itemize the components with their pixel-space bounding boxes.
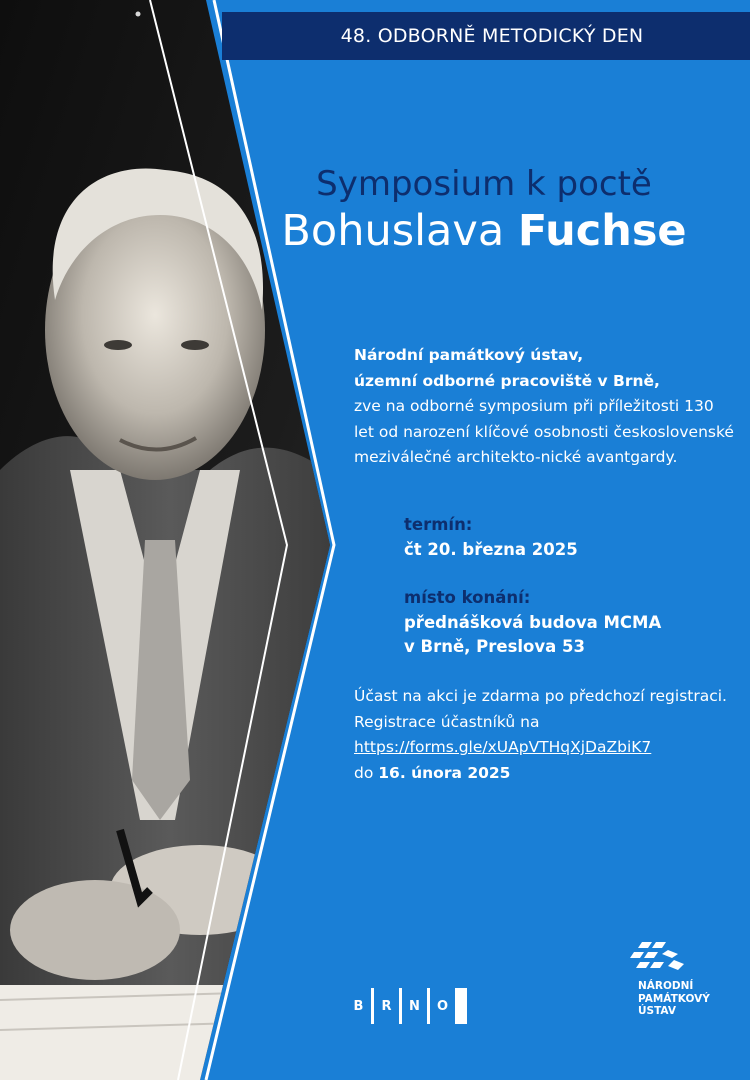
- symposium-title: [228, 163, 740, 257]
- brno-letter-n: N: [409, 998, 420, 1014]
- venue-block: [404, 586, 734, 660]
- brno-logo: [346, 988, 467, 1024]
- date-value: čt 20. března 2025: [404, 539, 578, 559]
- title-line-1: Symposium k poctě: [316, 164, 652, 204]
- organizer-line-2: územní odborné pracoviště v Brně,: [354, 371, 660, 390]
- npu-emblem-icon: [628, 940, 688, 978]
- date-block: [404, 513, 734, 562]
- venue-line-1: přednášková budova MCMA: [404, 612, 662, 632]
- brno-letter-b: B: [353, 998, 364, 1014]
- title-name-first: Bohuslava: [281, 206, 518, 256]
- registration-deadline: 16. února 2025: [378, 763, 511, 782]
- date-label: termín:: [404, 515, 473, 534]
- registration-link[interactable]: https://forms.gle/xUApVTHqXjDaZbiK7: [354, 738, 652, 756]
- title-name-last: Fuchse: [517, 206, 687, 256]
- venue-line-2: v Brně, Preslova 53: [404, 637, 585, 656]
- organizer-line-1: Národní památkový ústav,: [354, 346, 584, 364]
- brno-bar: [455, 988, 467, 1024]
- brno-letter-r: R: [381, 998, 392, 1014]
- npu-line-1: NÁRODNÍ: [638, 980, 694, 992]
- npu-logo-text: [638, 980, 748, 1018]
- registration-text: Účast na akci je zdarma po předchozí registraci. Registrace účastníků na: [354, 687, 727, 731]
- intro-paragraph: [354, 343, 734, 471]
- deadline-prefix: do: [354, 763, 379, 782]
- brno-letter-o: O: [436, 998, 449, 1014]
- intro-text: zve na odborné symposium při příležitosti 130 let od narození klíčové osobnosti československé meziválečné architekto-nické avantgardy.: [354, 397, 734, 466]
- registration-info: [354, 684, 734, 786]
- event-label: 48. ODBORNĚ METODICKÝ DEN: [340, 25, 644, 47]
- title-line-2: [228, 205, 740, 257]
- npu-line-2: PAMÁTKOVÝ: [638, 992, 710, 1005]
- npu-line-3: ÚSTAV: [638, 1005, 676, 1017]
- venue-label: místo konání:: [404, 588, 531, 607]
